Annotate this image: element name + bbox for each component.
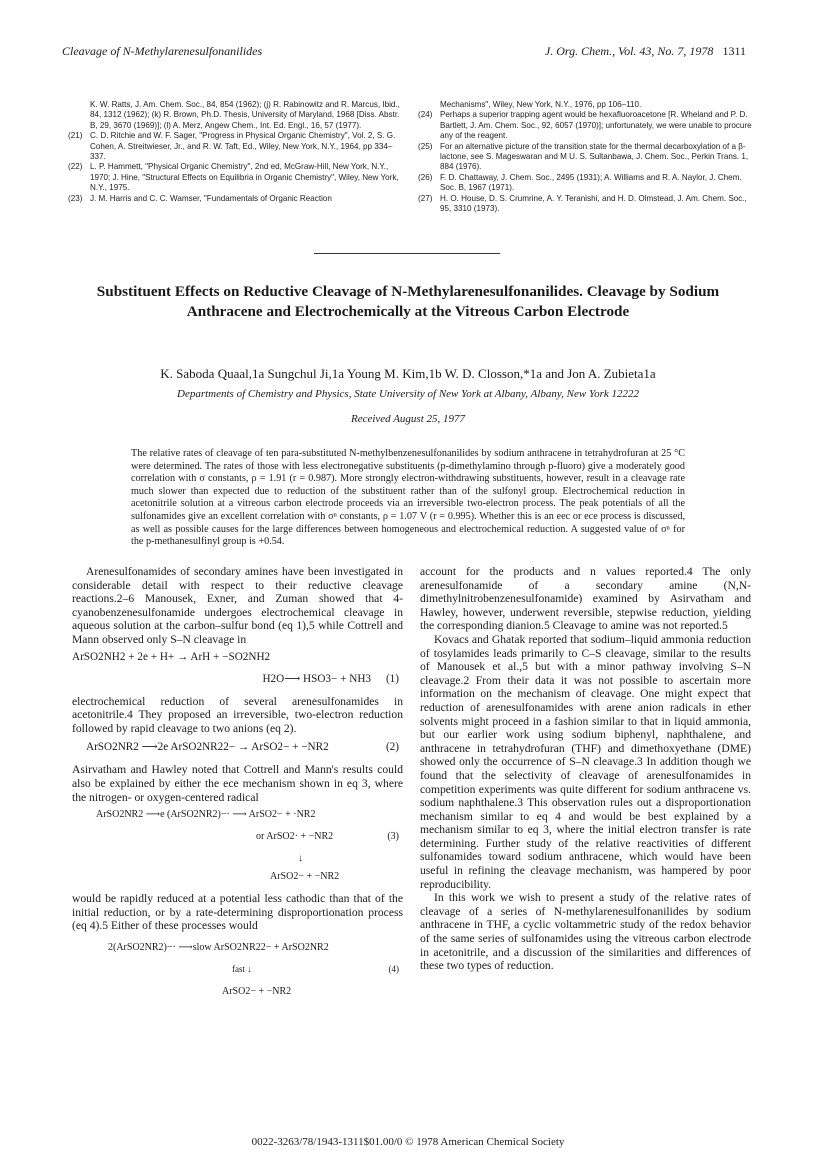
paragraph: electrochemical reduction of several arenesulfonamides in acetonitrile.4 They proposed an irreversible, two-electron reduction followed by rapid cleavage to two anions (eq 2). xyxy=(72,694,403,735)
reference: K. W. Ratts, J. Am. Chem. Soc., 84, 854 (1962); (j) R. Rabinowitz and R. Marcus, Ibid., 84, 1312 (1962); (k) R. Brown, Ph.D. Thesis, University of Maryland, 1968 [Diss. Abstr. B, 29, 3670 (1969)]; (l) A. Merz, Angew Chem., Int. Ed. Engl., 16, 57 (1977). xyxy=(90,100,400,130)
article-title: Substituent Effects on Reductive Cleavage of N-Methylarenesulfonanilides. Cleavage by Sodium Anthracene and Electrochemically at the Vitreous Carbon Electrode xyxy=(96,283,720,320)
abstract: The relative rates of cleavage of ten para-substituted N-methylbenzenesulfonanilides by sodium anthracene in tetrahydrofuran at 25 °C were determined. The rates of those with less electronegative substituents (p-dimethylamino through p-fluoro) give a moderately good correlation with σ constants, ρ = 1.91 (r = 0.987). More strongly electron-withdrawing substituents, however, result in a cleavage rate much slower than expected due to reduction of the substituent rather than of the sulfonyl group. Electrochemical reduction in acetonitrile solution at a vitreous carbon electrode proceeds via an irreversible two-electron process. The peak potentials of all the sulfonamides give an excellent correlation with σⁿ constants, ρ = 1.07 V (r = 0.995). Whether this is an eec or ece process is discussed, as well as possible causes for the large differences between homogeneous and electrochemical reduction. A suggested value of σⁿ for the p-methanesulfinyl group is +0.54. xyxy=(131,448,685,548)
reference: (27) H. O. House, D. S. Crumrine, A. Y. Teranishi, and H. D. Olmstead, J. Am. Chem. Soc., 95, 3310 (1973). xyxy=(418,193,747,214)
paragraph: account for the products and n values reported.4 The only arenesulfonamide of a secondary amine (N,N-dimethylnitrobenzenesulfonamide) examined by Asirvatham and Hawley, however, underwent reversible, stepwise reduction, yielding the corresponding dianion.5 Cleavage to amine was not reported.5 xyxy=(420,565,751,633)
reference: (25) For an alternative picture of the transition state for the thermal decarboxylation of a β-lactone, see S. Mageswaran and M U. S. Sultanbawa, J. Chem. Soc., Perkin Trans. 1, 884 (1976). xyxy=(418,141,749,172)
paragraph: would be rapidly reduced at a potential less cathodic than that of the initial reduction, or by a rate-determining disproportionation process (eq 4).5 Either of these processes would xyxy=(72,892,403,933)
received-date: Received August 25, 1977 xyxy=(350,413,466,425)
journal-citation xyxy=(545,44,746,59)
body-column-left xyxy=(72,565,403,1007)
body-column-right xyxy=(420,565,751,973)
equation-3: ArSO2NR2 ⟶e (ArSO2NR2)−· ⟶ ArSO2− + ·NR2 xyxy=(96,809,316,821)
affiliation: Departments of Chemistry and Physics, State University of New York at Albany, Albany, New York 12222 xyxy=(177,388,639,400)
equation-3-alt: or ArSO2· + −NR2 (3) xyxy=(256,831,399,843)
paragraph: In this work we wish to present a study of the relative rates of cleavage of a series of N-methylarenesulfonanilides by sodium anthracene in THF, a cyclic voltammetric study of the redox behavior of the same series of sulfonamides using the vitreous carbon electrode in acetonitrile, and a discussion of the similarities and differences of these two types of reduction. xyxy=(420,891,751,973)
equation-3-arrow: ↓ xyxy=(298,853,303,865)
page-number: 1311 xyxy=(722,44,746,58)
copyright-footer: 0022-3263/78/1943-1311$01.00/0 © 1978 American Chemical Society xyxy=(251,1136,565,1148)
reference: (23) J. M. Harris and C. C. Wamser, "Fundamentals of Organic Reaction xyxy=(68,193,332,203)
section-divider xyxy=(314,253,500,254)
reference: (22) L. P. Hammett, "Physical Organic Chemistry", 2nd ed, McGraw-Hill, New York, N.Y., 1970; J. Hine, "Structural Effects on Equilibria in Organic Chemistry", Wiley, New York, N.Y., 1975. xyxy=(68,162,399,193)
reference: (24) Perhaps a superior trapping agent would be hexafluoroacetone [R. Wheland and P. D. Bartlett, J. Am. Chem. Soc., 92, 6057 (1970)]; unfortunately, we were unable to procure any of the reagent. xyxy=(418,110,752,141)
equation-2: ArSO2NR2 ⟶2e ArSO2NR22− → ArSO2− + −NR2 (2) xyxy=(86,741,399,754)
equation-4-product: ArSO2− + −NR2 xyxy=(222,985,292,997)
author-list: K. Saboda Quaal,1a Sungchul Ji,1a Young M. Kim,1b W. D. Closson,*1a and Jon A. Zubieta1a xyxy=(160,366,656,381)
reference: (26) F. D. Chattaway, J. Chem. Soc., 2495 (1931); A. Williams and R. A. Naylor, J. Chem. Soc. B, 1967 (1971). xyxy=(418,172,742,193)
equation-3-product: ArSO2− + −NR2 xyxy=(270,871,340,883)
reference: (21) C. D. Ritchie and W. F. Sager, "Progress in Physical Organic Chemistry", Vol. 2, S. G. Cohen, A. Streitwieser, Jr., and R. W. Taft, Ed., Wiley, New York, N.Y., 1964, pp 334–337. xyxy=(68,131,396,162)
equation-1-cont: H2O⟶ HSO3− + NH3 (1) xyxy=(262,672,399,685)
paragraph: Arenesulfonamides of secondary amines have been investigated in considerable detail with respect to their reductive cleavage reactions.2–6 Manousek, Exner, and Zuman showed that 4-cyanobenzenesulfonamide undergoes electrochemical cleavage in aqueous solution at the carbon–sulfur bond (eq 1),5 while Cottrell and Mann observed only S–N cleavage in xyxy=(72,565,403,646)
references-left xyxy=(68,100,400,204)
paragraph: Kovacs and Ghatak reported that sodium–liquid ammonia reduction of tosylamides leads primarily to C–S cleavage, similar to the results of Manousek et al.,5 but with a minor pathway involving S–N cleavage.2 From their data it was not possible to ascertain more information on the mechanism of cleavage. One might expect that reduction of arenesulfonamides with arene anion radicals in ether solvents might proceed in a fashion similar to that in liquid ammonia, but our earlier work using sodium biphenyl, naphthalene, and anthracene in tetrahydrofuran (THF) and dimethoxyethane (DME) showed only the occurrence of S–N cleavage.3 In addition though we found that the selectivity of cleavage of arenesulfonamides in competition experiments was quite different for sodium anthracene vs. sodium naphthalene.3 This observation rules out a disproportionation mechanism similar to eq 4 and would be best explained by a mechanism similar to eq 3, where the initial electron transfer is rate determining. Further study of the relative reactivities of different sulfonamides toward sodium anthracene, which would have been useful in refining the cleavage mechanism, was hampered by poor reproducibility. xyxy=(420,632,751,891)
reference: Mechanisms", Wiley, New York, N.Y., 1976, pp 106–110. xyxy=(440,100,642,109)
journal-name: J. Org. Chem., Vol. 43, No. 7, 1978 xyxy=(544,44,714,58)
equation-4-arrow: fast ↓ (4) xyxy=(232,963,399,974)
equation-1: ArSO2NH2 + 2e + H+ → ArH + −SO2NH2 xyxy=(72,650,271,663)
running-header: Cleavage of N-Methylarenesulfonanilides xyxy=(62,44,263,58)
equation-4: 2(ArSO2NR2)−· ⟶slow ArSO2NR22− + ArSO2NR2 xyxy=(108,941,329,953)
paragraph: Asirvatham and Hawley noted that Cottrell and Mann's results could also be explained by either the ece mechanism shown in eq 3, where the nitrogen- or oxygen-centered radical xyxy=(72,763,403,804)
references-right xyxy=(418,100,752,214)
